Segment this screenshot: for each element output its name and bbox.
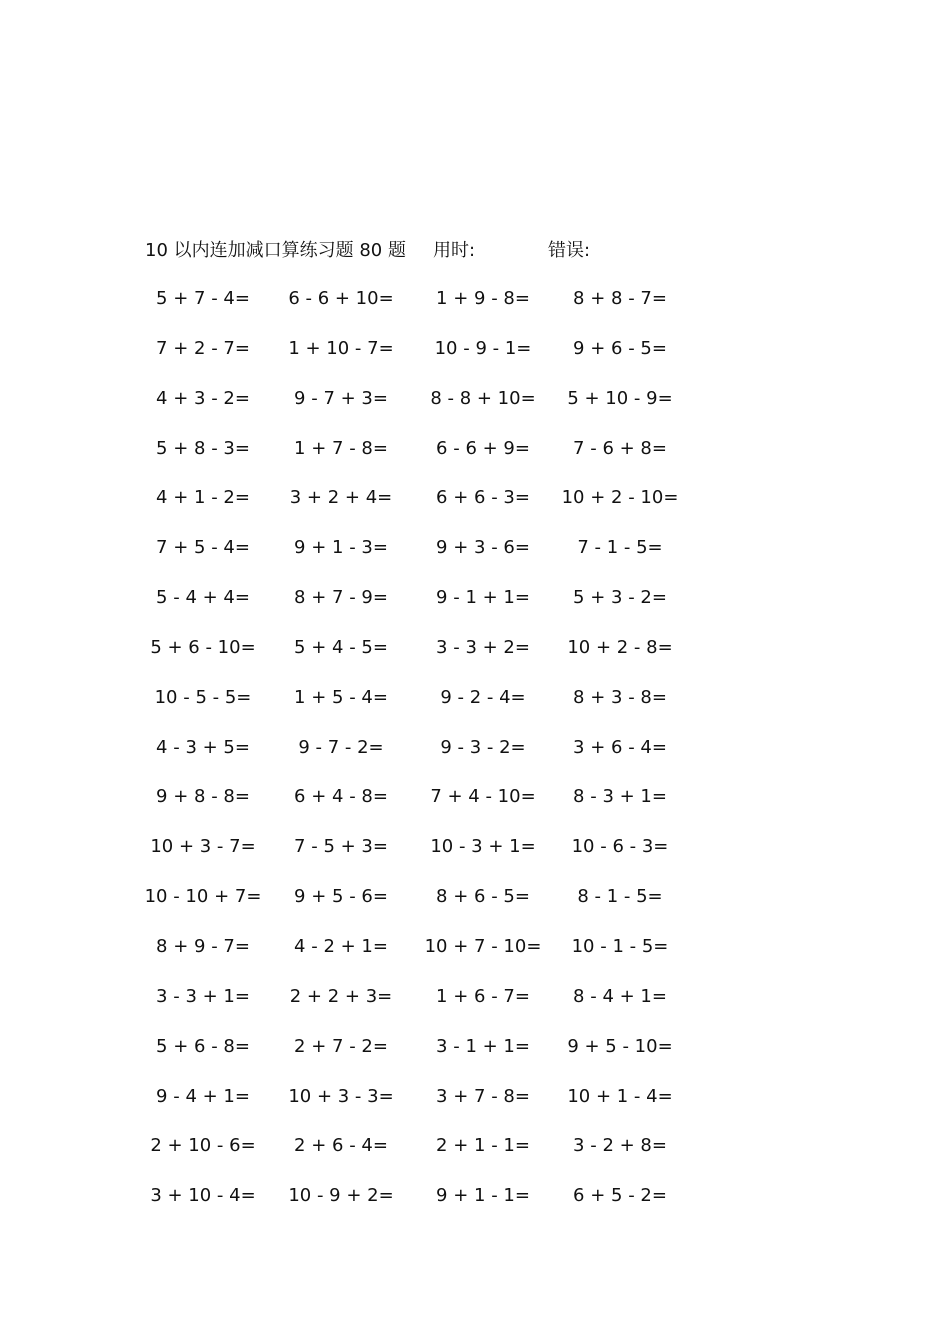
math-problem: 7 + 2 - 7=	[156, 337, 250, 359]
math-problem: 5 + 6 - 10=	[150, 636, 256, 658]
math-problem: 3 + 10 - 4=	[150, 1185, 256, 1207]
math-problem: 7 - 5 + 3=	[294, 836, 388, 858]
math-problem: 6 + 5 - 2=	[573, 1185, 667, 1207]
math-problem: 3 + 2 + 4=	[289, 487, 393, 509]
math-problem: 3 - 3 + 2=	[436, 636, 530, 658]
math-problem: 4 - 2 + 1=	[294, 935, 388, 957]
math-problem: 10 - 6 - 3=	[571, 836, 669, 858]
math-problem: 9 - 4 + 1=	[156, 1085, 250, 1107]
math-problem: 10 - 9 - 1=	[434, 337, 532, 359]
math-problem: 8 - 3 + 1=	[573, 786, 667, 808]
math-problem: 2 + 10 - 6=	[150, 1135, 256, 1157]
time-used-label: 用时:	[433, 240, 476, 261]
math-problem: 9 - 3 - 2=	[440, 736, 526, 758]
math-problem: 10 + 2 - 8=	[567, 636, 673, 658]
math-problem: 4 + 1 - 2=	[156, 487, 250, 509]
math-problem: 10 - 5 - 5=	[154, 686, 252, 708]
problem-row	[0, 1183, 950, 1233]
problem-row	[0, 934, 950, 984]
problem-grid	[0, 286, 950, 1233]
worksheet-title: 10 以内连加减口算练习题 80 题	[145, 240, 406, 261]
math-problem: 10 - 9 + 2=	[288, 1185, 394, 1207]
math-problem: 7 - 6 + 8=	[573, 437, 667, 459]
math-problem: 3 + 6 - 4=	[573, 736, 667, 758]
math-problem: 3 - 3 + 1=	[156, 985, 250, 1007]
problem-row	[0, 386, 950, 436]
math-problem: 3 - 2 + 8=	[573, 1135, 667, 1157]
math-problem: 7 + 4 - 10=	[430, 786, 536, 808]
math-problem: 10 + 7 - 10=	[424, 935, 542, 957]
problem-row	[0, 286, 950, 336]
problem-row	[0, 884, 950, 934]
math-problem: 7 - 1 - 5=	[577, 537, 663, 559]
math-problem: 3 - 1 + 1=	[436, 1035, 530, 1057]
math-problem: 9 + 1 - 1=	[436, 1185, 530, 1207]
math-problem: 1 + 9 - 8=	[436, 288, 530, 309]
math-problem: 9 - 7 + 3=	[294, 387, 388, 409]
math-problem: 9 + 1 - 3=	[294, 537, 388, 559]
problem-row	[0, 984, 950, 1034]
math-problem: 5 + 7 - 4=	[156, 288, 250, 309]
math-problem: 8 - 8 + 10=	[430, 387, 536, 409]
math-problem: 8 + 6 - 5=	[436, 886, 530, 908]
math-problem: 5 + 4 - 5=	[294, 636, 388, 658]
math-problem: 10 + 3 - 3=	[288, 1085, 394, 1107]
math-problem: 1 + 10 - 7=	[288, 337, 394, 359]
problem-row	[0, 834, 950, 884]
math-problem: 6 - 6 + 9=	[436, 437, 530, 459]
math-problem: 8 - 1 - 5=	[577, 886, 663, 908]
problem-row	[0, 585, 950, 635]
math-problem: 1 + 7 - 8=	[294, 437, 388, 459]
math-problem: 2 + 2 + 3=	[289, 985, 393, 1007]
math-problem: 5 + 10 - 9=	[567, 387, 673, 409]
problem-row	[0, 485, 950, 535]
math-problem: 10 - 10 + 7=	[144, 886, 262, 908]
math-problem: 9 + 3 - 6=	[436, 537, 530, 559]
math-problem: 4 - 3 + 5=	[156, 736, 250, 758]
math-problem: 8 - 4 + 1=	[573, 985, 667, 1007]
math-problem: 2 + 7 - 2=	[294, 1035, 388, 1057]
math-problem: 5 - 4 + 4=	[156, 587, 250, 609]
math-problem: 9 - 2 - 4=	[440, 686, 526, 708]
math-problem: 5 + 3 - 2=	[573, 587, 667, 609]
math-problem: 10 - 3 + 1=	[430, 836, 536, 858]
math-problem: 5 + 8 - 3=	[156, 437, 250, 459]
problem-row	[0, 735, 950, 785]
math-problem: 10 + 1 - 4=	[567, 1085, 673, 1107]
problem-row	[0, 1133, 950, 1183]
math-problem: 8 + 3 - 8=	[573, 686, 667, 708]
math-problem: 3 + 7 - 8=	[436, 1085, 530, 1107]
math-problem: 9 - 1 + 1=	[436, 587, 530, 609]
math-problem: 9 + 8 - 8=	[156, 786, 250, 808]
math-problem: 10 - 1 - 5=	[571, 935, 669, 957]
problem-row	[0, 685, 950, 735]
math-problem: 4 + 3 - 2=	[156, 387, 250, 409]
math-problem: 9 + 5 - 6=	[294, 886, 388, 908]
math-problem: 7 + 5 - 4=	[156, 537, 250, 559]
problem-row	[0, 436, 950, 486]
math-problem: 6 - 6 + 10=	[288, 288, 394, 309]
problem-row	[0, 336, 950, 386]
math-problem: 9 + 6 - 5=	[573, 337, 667, 359]
math-problem: 9 - 7 - 2=	[298, 736, 384, 758]
error-count-label: 错误:	[548, 240, 591, 261]
problem-row	[0, 1084, 950, 1134]
math-problem: 5 + 6 - 8=	[156, 1035, 250, 1057]
problem-row	[0, 535, 950, 585]
math-problem: 8 + 8 - 7=	[573, 288, 667, 309]
math-problem: 2 + 6 - 4=	[294, 1135, 388, 1157]
math-problem: 2 + 1 - 1=	[436, 1135, 530, 1157]
math-problem: 1 + 5 - 4=	[294, 686, 388, 708]
math-problem: 9 + 5 - 10=	[567, 1035, 673, 1057]
worksheet-header	[0, 236, 950, 264]
math-problem: 8 + 7 - 9=	[294, 587, 388, 609]
problem-row	[0, 1034, 950, 1084]
math-problem: 8 + 9 - 7=	[156, 935, 250, 957]
math-problem: 10 + 3 - 7=	[150, 836, 256, 858]
math-problem: 6 + 4 - 8=	[294, 786, 388, 808]
math-problem: 10 + 2 - 10=	[561, 487, 679, 509]
math-problem: 1 + 6 - 7=	[436, 985, 530, 1007]
math-problem: 6 + 6 - 3=	[436, 487, 530, 509]
problem-row	[0, 784, 950, 834]
problem-row	[0, 635, 950, 685]
